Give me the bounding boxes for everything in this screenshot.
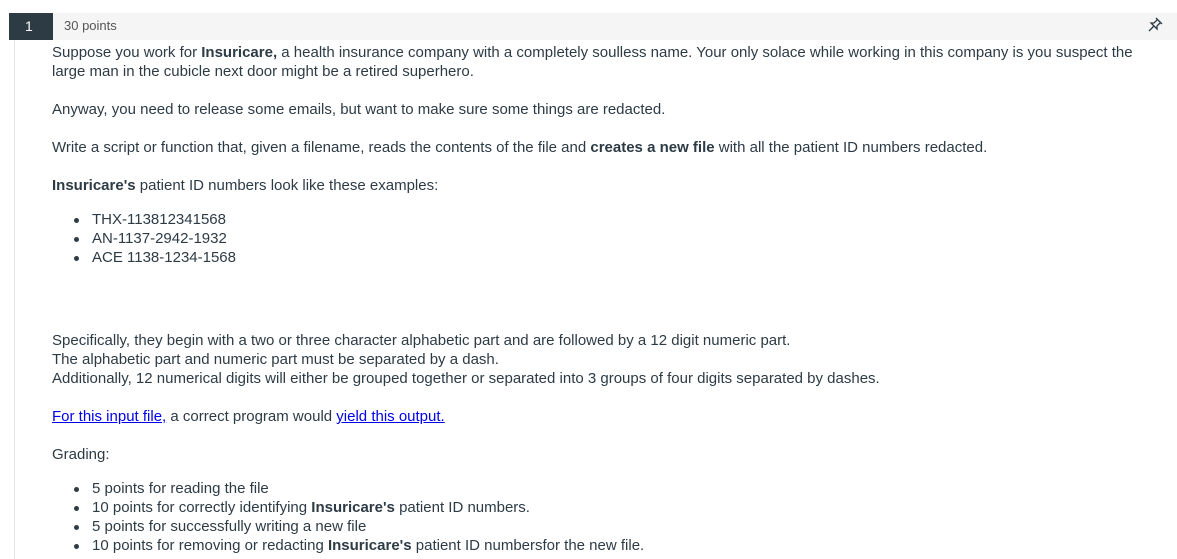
list-item: 5 points for successfully writing a new file bbox=[92, 517, 1172, 536]
paragraph-links: For this input file, a correct program would yield this output. bbox=[52, 408, 445, 425]
list-item: 10 points for correctly identifying Insuricare's patient ID numbers. bbox=[92, 498, 1172, 517]
grading-heading: Grading: bbox=[52, 446, 110, 463]
list-item: 5 points for reading the file bbox=[92, 479, 1172, 498]
question-number: 1 bbox=[9, 13, 53, 40]
paragraph-task: Write a script or function that, given a filename, reads the contents of the file and creates a new file with all the patient ID numbers redacted. bbox=[52, 139, 988, 156]
list-item: AN-1137-2942-1932 bbox=[92, 229, 1172, 248]
grading-list bbox=[52, 479, 1172, 555]
list-item: 10 points for removing or redacting Insuricare's patient ID numbersfor the new file. bbox=[92, 536, 1172, 555]
paragraph-intro: Suppose you work for Insuricare, a health insurance company with a completely soulless name. Your only solace while working in this company is you suspect the large man in the cubicle next door might be a retired superhero. bbox=[52, 44, 1133, 80]
paragraph-examples-intro: Insuricare's patient ID numbers look like these examples: bbox=[52, 177, 439, 194]
list-item: THX-113812341568 bbox=[92, 210, 1172, 229]
question-header bbox=[53, 13, 1177, 41]
paragraph-spec: Specifically, they begin with a two or three character alphabetic part and are followed by a 12 digit numeric part. The alphabetic part and numeric part must be separated by a dash. Additionally, 12 numerical digits will either be grouped together or separated into 3 groups of four digits separated by dashes. bbox=[52, 332, 880, 387]
examples-list bbox=[52, 210, 1172, 267]
input-file-link[interactable]: For this input file, bbox=[52, 408, 167, 425]
pin-icon[interactable] bbox=[1145, 15, 1165, 35]
question-text bbox=[52, 43, 1172, 555]
points-label: 30 points bbox=[64, 18, 117, 33]
output-file-link[interactable]: yield this output. bbox=[336, 408, 445, 425]
paragraph-anyway: Anyway, you need to release some emails, but want to make sure some things are redacted. bbox=[52, 101, 666, 118]
list-item: ACE 1138-1234-1568 bbox=[92, 248, 1172, 267]
